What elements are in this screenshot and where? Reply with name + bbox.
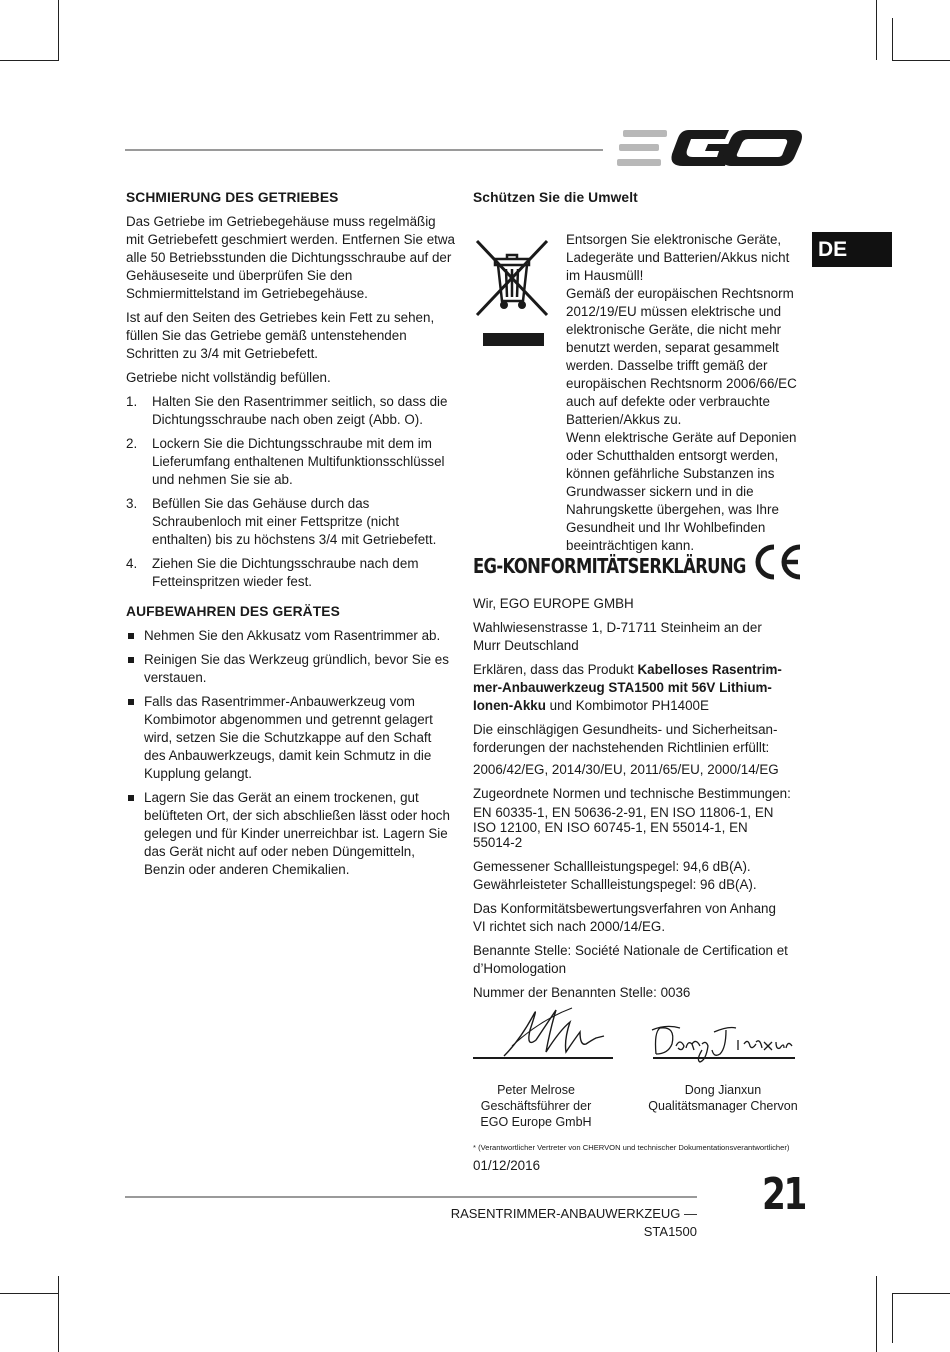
ego-logo [617, 126, 802, 170]
header-rule [125, 149, 603, 151]
declaration-date: 01/12/2016 [473, 1158, 541, 1173]
language-tab: DE [812, 232, 892, 267]
declaration-sound [473, 858, 791, 894]
environment-heading: Schützen Sie die Umwelt [473, 190, 638, 205]
signer-dong-jianxun [646, 1082, 800, 1114]
step-text: Ziehen Sie die Dichtungsschraube nach dem Fetteinspritzen wieder fest. [152, 556, 419, 589]
signer-name: Peter Melrose [497, 1083, 575, 1097]
step-text: Lockern Sie die Dichtungsschraube mit dem im Lieferumfang enthaltenen Multifunktionsschlüssel und nehmen Sie sie ab. [152, 436, 445, 487]
crop-mark [876, 1276, 877, 1352]
environment-paragraph: Wenn elektrische Geräte auf Deponien oder Schutthalden entsorgt werden, können gefährliche Substanzen ins Grundwasser sickern und in die Nahrungskette übergehen, was Ihre Gesundheit und Ihr Wohlbefinden beeinträchtigen kann. [566, 430, 797, 553]
declaration-requirements: Die einschlägigen Gesundheits- und Sicherheitsanforderungen der nachstehenden Richtlinien erfüllt: [473, 722, 778, 755]
declaration-title: EG-KONFORMITÄTSERKLÄRUNG [473, 554, 746, 578]
environment-paragraph: Gemäß der europäischen Rechtsnorm 2012/19/EU müssen elektrische und elektronische Geräte, die nicht mehr benutzt werden, separat gesammelt werden. Dasselbe trifft gemäß der europäischen Rechtsnorm 2006/66/EC auch auf defekte oder verbrauchte Batterien/Akkus zu. [566, 286, 797, 427]
signature-image [500, 1000, 610, 1060]
declaration-company: Wir, EGO EUROPE GMBH [473, 596, 634, 611]
crop-mark [876, 0, 877, 60]
step-number: 2. [126, 436, 138, 451]
environment-block [473, 207, 798, 555]
right-column [473, 189, 798, 555]
environment-text [566, 231, 801, 555]
list-item [126, 627, 456, 645]
crop-mark [58, 0, 59, 60]
step-text: Befüllen Sie das Gehäuse durch das Schraubenloch mit einer Fettspritze (nicht enthalten) bis zu höchstens 3/4 mit Getriebefett. [152, 496, 437, 547]
step-item [126, 555, 456, 591]
signer-role: Qualitätsmanager Chervon [648, 1099, 798, 1113]
storage-heading: AUFBEWAHREN DES GERÄTES [126, 604, 340, 619]
product-name: Kabelloses Rasentrimmer-Anbauwerkzeug STA1500 mit 56V Lithium-Ionen-Akku [473, 662, 782, 713]
list-item [126, 651, 456, 687]
crop-mark [0, 60, 59, 61]
bullet-icon [128, 633, 134, 639]
declaration-directives: 2006/42/EG, 2014/30/EU, 2011/65/EU, 2000/14/EG [473, 762, 779, 777]
step-item [126, 393, 456, 429]
storage-list [126, 627, 456, 879]
signature-line [653, 1057, 795, 1059]
step-text: Halten Sie den Rasentrimmer seitlich, so dass die Dichtungsschraube nach oben zeigt (Abb. O). [152, 394, 448, 427]
declaration-body [473, 595, 791, 1008]
step-number: 4. [126, 556, 138, 571]
ce-mark-icon [750, 543, 802, 581]
crop-mark [58, 1276, 59, 1352]
lubrication-warning: Getriebe nicht vollständig befüllen. [126, 370, 331, 385]
list-item-text: Falls das Rasentrimmer-Anbauwerkzeug vom Kombimotor abgenommen und getrennt gelagert wird, setzen Sie die Schutzkappe auf den Schaft des Anbauwerkzeugs, damit kein Schmutz in die Kupplung gelangt. [144, 694, 433, 781]
lubrication-paragraph: Ist auf den Seiten des Getriebes kein Fett zu sehen, füllen Sie das Getriebe gemäß untenstehenden Schritten zu 3/4 mit Getriebefett. [126, 310, 435, 361]
signer-peter-melrose [473, 1082, 599, 1130]
list-item-text: Lagern Sie das Gerät an einem trockenen, gut belüfteten Ort, der sich abschließen lässt oder hoch gelegen und für Kinder unerreichbar ist. Lagern Sie das Gerät nicht auf oder neben Düngemitteln, Benzin oder anderen Chemikalien. [144, 790, 450, 877]
footer-rule [125, 1196, 697, 1198]
declaration-notified-number: Nummer der Benannten Stelle: 0036 [473, 985, 691, 1000]
left-column [126, 189, 456, 885]
list-item [126, 789, 456, 879]
step-item [126, 435, 456, 489]
lubrication-steps [126, 393, 456, 591]
step-number: 1. [126, 394, 138, 409]
crop-mark [0, 1293, 59, 1294]
crop-mark [892, 1293, 950, 1294]
lubrication-heading: SCHMIERUNG DES GETRIEBES [126, 190, 339, 205]
declaration-product [473, 661, 791, 715]
measured-sound: Gemessener Schallleistungspegel: 94,6 dB(A). [473, 859, 751, 874]
bullet-icon [128, 795, 134, 801]
guaranteed-sound: Gewährleisteter Schallleistungspegel: 96 dB(A). [473, 877, 757, 892]
bullet-icon [128, 699, 134, 705]
bullet-icon [128, 657, 134, 663]
crop-mark [892, 18, 893, 60]
signer-role: Geschäftsführer der EGO Europe GmbH [480, 1099, 592, 1129]
page-number: 21 [762, 1169, 806, 1220]
declaration-procedure: Das Konformitätsbewertungsverfahren von Anhang VI richtet sich nach 2000/14/EG. [473, 901, 776, 934]
list-item-text: Reinigen Sie das Werkzeug gründlich, bevor Sie es verstauen. [144, 652, 449, 685]
declaration-address: Wahlwiesenstrasse 1, D-71711 Steinheim an der Murr Deutschland [473, 620, 762, 653]
crossed-bin-icon [473, 235, 551, 347]
footer-title: RASENTRIMMER-ANBAUWERKZEUG — STA1500 [450, 1206, 697, 1239]
step-item [126, 495, 456, 549]
list-item [126, 693, 456, 783]
signer-name: Dong Jianxun [684, 1083, 762, 1097]
product-intro: Erklären, dass das Produkt [473, 662, 638, 677]
lubrication-paragraph: Das Getriebe im Getriebegehäuse muss regelmäßig mit Getriebefett geschmiert werden. Entfernen Sie etwa alle 50 Betriebsstunden die Dichtungsschraube auf der Gehäuseseite und überprüfen Sie den Schmiermittelstand im Getriebegehäuse. [126, 214, 455, 301]
declaration-standards: EN 60335-1, EN 50636-2-91, EN ISO 11806-1, EN ISO 12100, EN ISO 60745-1, EN 55014-1, EN 55014-2 [473, 805, 774, 850]
list-item-text: Nehmen Sie den Akkusatz vom Rasentrimmer ab. [144, 628, 441, 643]
step-number: 3. [126, 496, 138, 511]
footnote: * (Verantwortlicher Vertreter von CHERVON und technischer Dokumentationsverantwortlicher) [473, 1143, 790, 1152]
signature-line [473, 1057, 613, 1059]
product-outro: und Kombimotor PH1400E [545, 698, 709, 713]
crop-mark [892, 60, 950, 61]
declaration-standards-label: Zugeordnete Normen und technische Bestimmungen: [473, 786, 791, 801]
environment-paragraph: Entsorgen Sie elektronische Geräte, Ladegeräte und Batterien/Akkus nicht im Hausmüll! [566, 232, 790, 283]
declaration-notified-body: Benannte Stelle: Société Nationale de Certification et d’Homologation [473, 943, 788, 976]
crop-mark [892, 1293, 893, 1343]
